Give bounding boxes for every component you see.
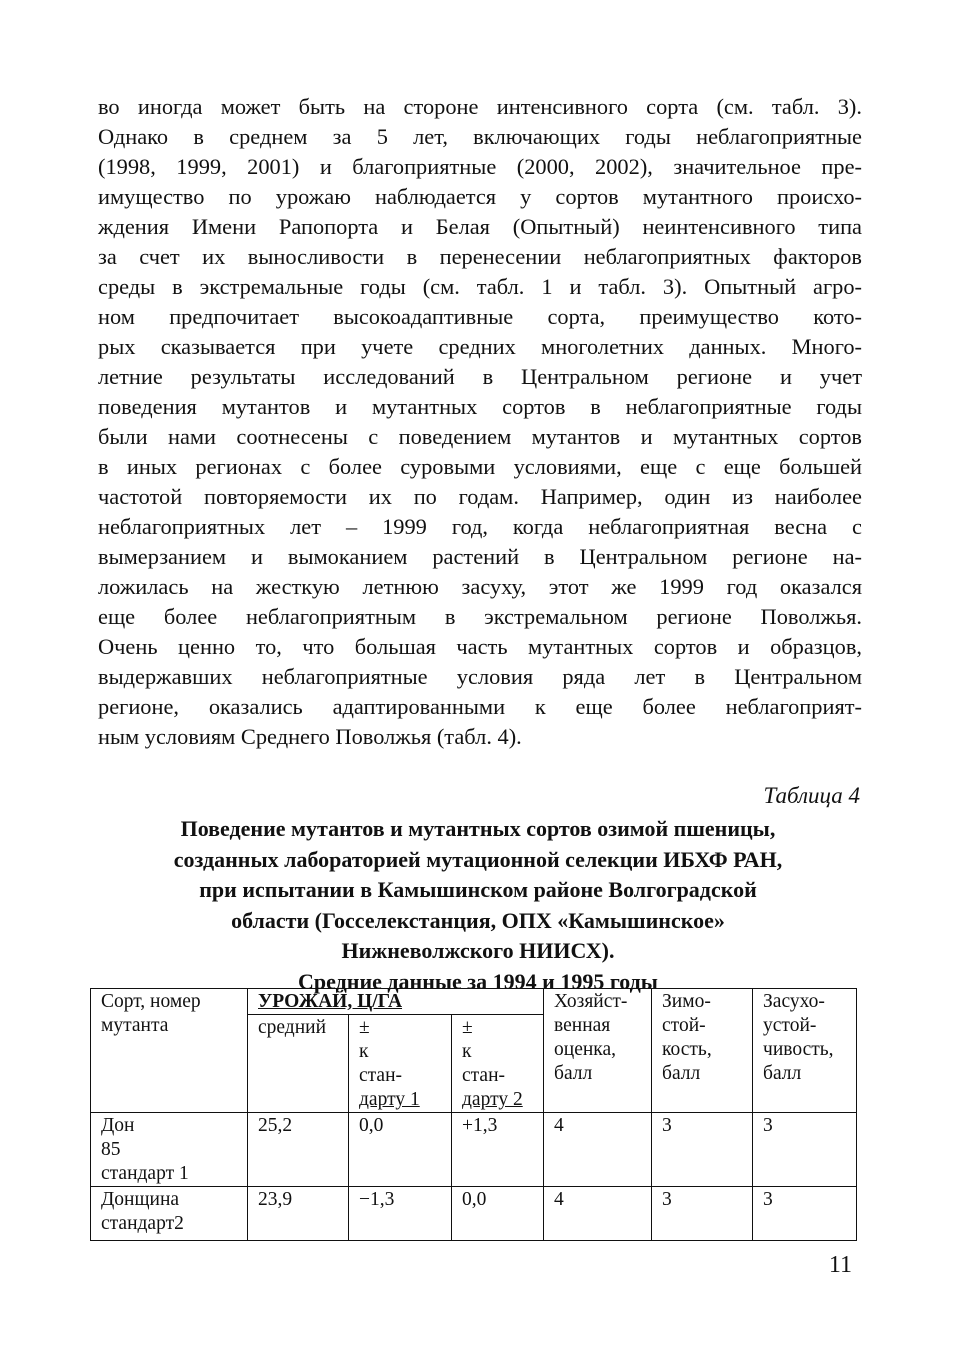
cell-economic: 4 <box>544 1187 652 1241</box>
cell-mean: 25,2 <box>248 1113 349 1187</box>
text-line: ждения Имени Рапопорта и Белая (Опытный) неинтенсивного типа <box>98 214 862 239</box>
text-line: среды в экстремальные годы (см. табл. 1 и табл. 3). Опытный агро- <box>98 274 862 299</box>
caption-line: созданных лабораторией мутационной селекции ИБХФ РАН, <box>173 846 783 872</box>
page-number: 11 <box>828 1252 852 1278</box>
header-vs-standard-1: ± к стан- дарту 1 <box>349 1015 452 1113</box>
text-line: ном предпочитает высокоадаптивные сорта, преимущество кото- <box>98 304 862 329</box>
text-line: вымерзанием и вымоканием растений в Центральном регионе на- <box>98 544 862 569</box>
header-variety: Сорт, номер мутанта <box>91 989 248 1113</box>
text-line: ложилась на жесткую летнюю засуху, этот же 1999 год оказался <box>98 574 862 599</box>
text-line: неблагоприятных лет – 1999 год, когда неблагоприятная весна с <box>98 514 862 539</box>
cell-mean: 23,9 <box>248 1187 349 1241</box>
caption-line: области (Госселекстанция, ОПХ «Камышинское» <box>231 907 725 933</box>
cell-variety: Донщина стандарт2 <box>91 1187 248 1241</box>
text-line: поведения мутантов и мутантных сортов в неблагоприятные годы <box>98 394 862 419</box>
body-paragraph <box>98 92 862 752</box>
caption-line: при испытании в Камышинском районе Волгоградской <box>199 877 757 902</box>
header-economic-score: Хозяйст- венная оценка, балл <box>544 989 652 1113</box>
caption-line: Средние данные за 1994 и 1995 годы <box>298 968 658 994</box>
header-yield-group: УРОЖАЙ, Ц/ГА <box>248 989 544 1015</box>
cell-variety: Дон 85 стандарт 1 <box>91 1113 248 1187</box>
text-line: (1998, 1999, 2001) и благоприятные (2000, 2002), значительное пре- <box>98 154 862 179</box>
text-line: летние результаты исследований в Центральном регионе и учет <box>98 364 862 389</box>
table-label: Таблица 4 <box>763 783 860 808</box>
caption-line: Поведение мутантов и мутантных сортов озимой пшеницы, <box>180 816 776 841</box>
text-line: ным условиям Среднего Поволжья (табл. 4). <box>98 724 522 749</box>
header-mean-yield: средний <box>248 1015 349 1113</box>
table-caption <box>96 814 860 997</box>
header-vs-standard-2: ± к стан- дарту 2 <box>452 1015 544 1113</box>
text-line: Однако в среднем за 5 лет, включающих годы неблагоприятные <box>98 124 862 149</box>
header-drought-resistance: Засухо- устой- чивость, балл <box>753 989 857 1113</box>
text-line: за счет их выносливости в перенесении неблагоприятных факторов <box>98 244 862 269</box>
cell-drought: 3 <box>753 1187 857 1241</box>
text-line: в иных регионах с более суровыми условиями, еще с еще большей <box>98 454 862 479</box>
text-line: регионе, оказались адаптированными к еще более неблагоприят- <box>98 694 862 719</box>
results-table <box>90 988 857 1241</box>
header-winter-hardiness: Зимо- стой- кость, балл <box>652 989 753 1113</box>
cell-winter: 3 <box>652 1113 753 1187</box>
cell-winter: 3 <box>652 1187 753 1241</box>
table-row <box>91 1187 857 1241</box>
caption-line: Нижневолжского НИИСХ). <box>341 938 615 963</box>
text-line: были нами соотнесены с поведением мутантов и мутантных сортов <box>98 424 862 449</box>
cell-vs-std2: 0,0 <box>452 1187 544 1241</box>
cell-vs-std1: 0,0 <box>349 1113 452 1187</box>
cell-vs-std1: −1,3 <box>349 1187 452 1241</box>
table-row <box>91 1113 857 1187</box>
cell-vs-std2: +1,3 <box>452 1113 544 1187</box>
cell-economic: 4 <box>544 1113 652 1187</box>
text-line: рых сказывается при учете средних многолетних данных. Много- <box>98 334 862 359</box>
text-line: во иногда может быть на стороне интенсивного сорта (см. табл. 3). <box>98 94 862 119</box>
text-line: еще более неблагоприятным в экстремальном регионе Поволжья. <box>98 604 862 629</box>
text-line: выдержавших неблагоприятные условия ряда лет в Центральном <box>98 664 862 689</box>
table-header-row <box>91 989 857 1015</box>
text-line: частотой повторяемости их по годам. Например, один из наиболее <box>98 484 862 509</box>
cell-drought: 3 <box>753 1113 857 1187</box>
text-line: Очень ценно то, что большая часть мутантных сортов и образцов, <box>98 634 862 659</box>
text-line: имущество по урожаю наблюдается у сортов мутантного происхо- <box>98 184 862 209</box>
